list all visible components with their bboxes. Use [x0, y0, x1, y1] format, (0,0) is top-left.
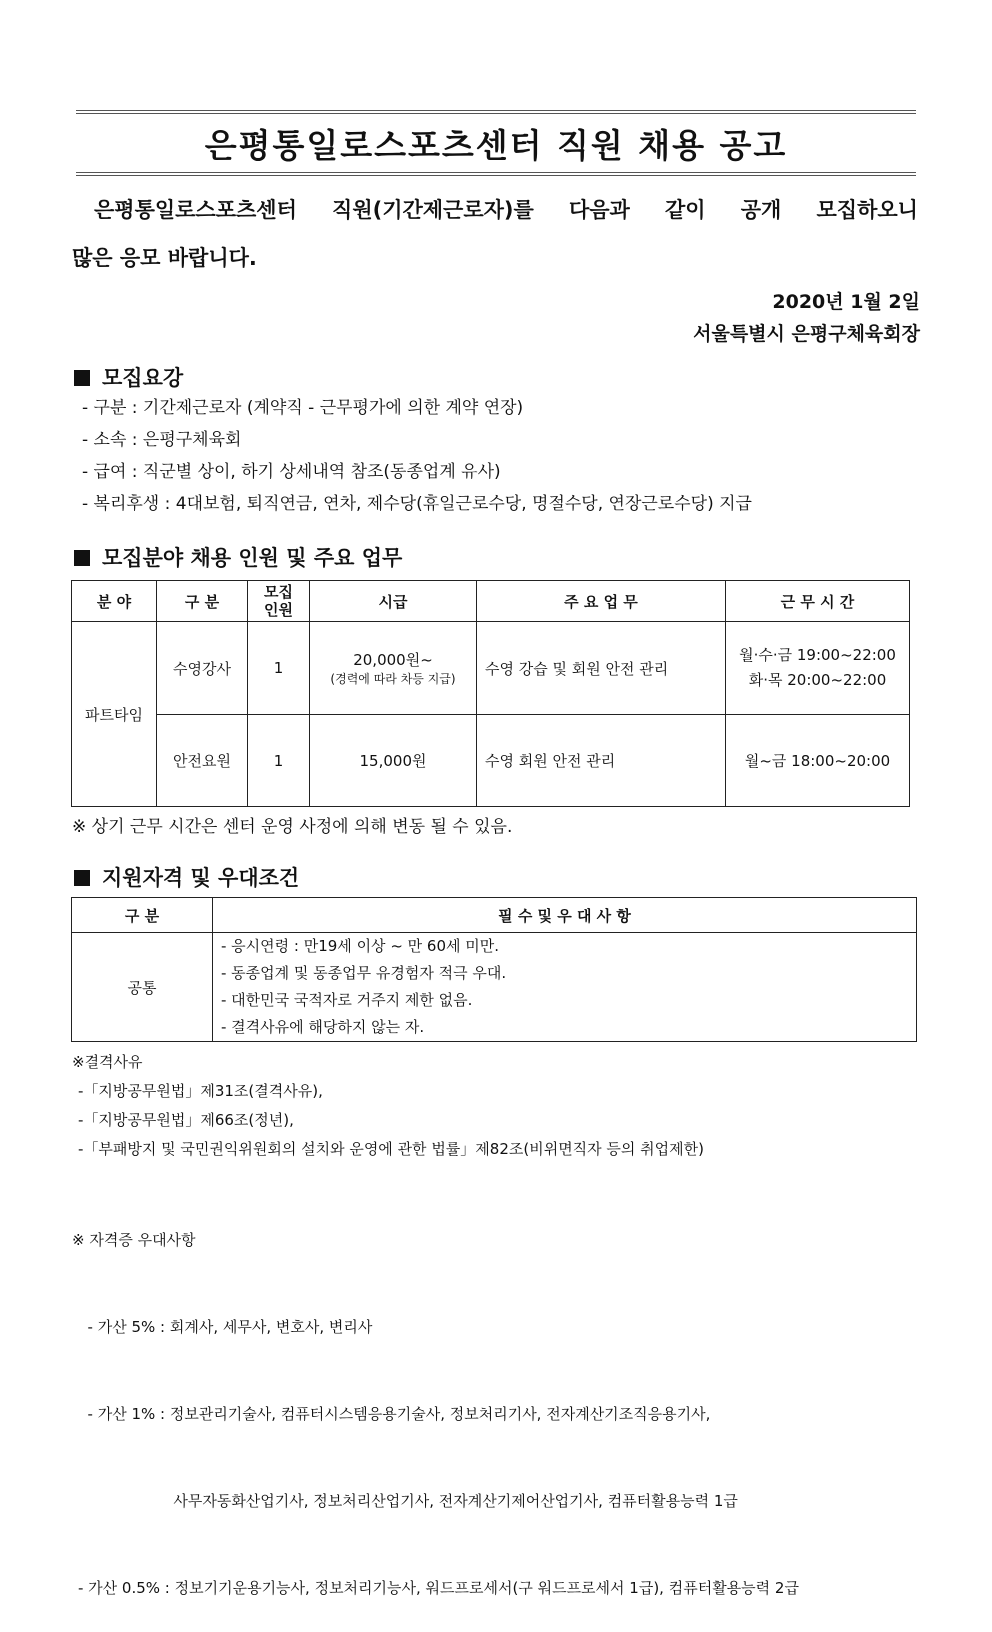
list-item: - 가산 5% : 회계사, 세무사, 변호사, 변리사 [78, 1318, 373, 1336]
list-item: -「지방공무원법」제31조(결격사유), [78, 1082, 323, 1100]
square-bullet-icon [74, 870, 90, 886]
page-title: 은평통일로스포츠센터 직원 채용 공고 [204, 125, 788, 165]
category-cell: 공통 [72, 933, 213, 1042]
list-item: - 가산 0.5% : 정보기기운용기능사, 정보처리기능사, 워드프로세서(구 워드프로세서 1급), 컴퓨터활용능력 2급 [78, 1579, 799, 1597]
section-heading-text: 지원자격 및 우대조건 [102, 866, 300, 890]
header-count-top: 모집 [264, 583, 293, 601]
issuer: 서울특별시 은평구체육회장 [693, 323, 920, 345]
qualifications-table [71, 897, 917, 1042]
certificate-title: ※ 자격증 우대사항 [72, 1231, 196, 1249]
table-row [72, 715, 910, 807]
requirements-cell [213, 933, 917, 1042]
header-hours: 근 무 시 간 [726, 581, 910, 622]
list-item: - 가산 1% : 정보관리기술사, 컴퓨터시스템응용기술사, 정보처리기사, 전자계산기조직응용기사, [78, 1405, 711, 1423]
list-item: - 복리후생 : 4대보험, 퇴직연금, 연차, 제수당(휴일근로수당, 명절수당, 연장근로수당) 지급 [82, 494, 752, 514]
wage-note: (경력에 따라 차등 지급) [330, 672, 456, 686]
wage-cell [310, 622, 477, 715]
requirement-item: - 동종업계 및 동종업무 유경험자 적극 우대. [221, 964, 507, 982]
list-item: 사무자동화산업기사, 정보처리산업기사, 전자계산기제어산업기사, 컴퓨터활용능력 1급 [78, 1492, 738, 1510]
intro-word: 모집하오니 [816, 198, 918, 222]
table-row [72, 622, 910, 715]
list-item: -「부패방지 및 국민권익위원회의 설치와 운영에 관한 법률」제82조(비위면직자 등의 취업제한) [78, 1140, 704, 1158]
header-category: 구 분 [72, 898, 213, 933]
section-heading-qualifications [74, 862, 299, 892]
disqualification-block [72, 1048, 704, 1164]
header-count-bottom: 인원 [264, 601, 293, 619]
recruitment-list [82, 392, 752, 520]
date-block [693, 286, 920, 350]
certificate-block [72, 1168, 799, 1632]
positions-table [71, 580, 910, 807]
square-bullet-icon [74, 370, 90, 386]
list-item: - 구분 : 기간제근로자 (계약직 - 근무평가에 의한 계약 연장) [82, 398, 524, 418]
table-header-row [72, 898, 917, 933]
table-row [72, 933, 917, 1042]
list-item: -「지방공무원법」제66조(정년), [78, 1111, 294, 1129]
announcement-date: 2020년 1월 2일 [772, 291, 920, 313]
intro-line-1 [72, 186, 918, 234]
header-tasks: 주 요 업 무 [477, 581, 726, 622]
header-wage: 시급 [310, 581, 477, 622]
table-header-row [72, 581, 910, 622]
tasks-cell: 수영 회원 안전 관리 [477, 715, 726, 807]
field-cell: 파트타임 [72, 622, 157, 807]
header-count [248, 581, 310, 622]
header-field: 분 야 [72, 581, 157, 622]
hours-line: 화·목 20:00~22:00 [748, 671, 887, 689]
requirement-item: - 결격사유에 해당하지 않는 자. [221, 1018, 425, 1036]
category-cell: 안전요원 [157, 715, 248, 807]
section-heading-text: 모집분야 채용 인원 및 주요 업무 [102, 546, 403, 570]
header-category: 구 분 [157, 581, 248, 622]
list-item: - 소속 : 은평구체육회 [82, 430, 242, 450]
tasks-cell: 수영 강습 및 회원 안전 관리 [477, 622, 726, 715]
intro-word: 직원(기간제근로자)를 [332, 198, 534, 222]
intro-word: 같이 [665, 198, 706, 222]
wage-cell: 15,000원 [310, 715, 477, 807]
wage-value: 20,000원~ [353, 651, 433, 669]
title-bar [76, 110, 916, 176]
list-item: - 급여 : 직군별 상이, 하기 상세내역 참조(동종업계 유사) [82, 462, 501, 482]
intro-word: 은평통일로스포츠센터 [94, 198, 297, 222]
intro-word: 공개 [740, 198, 782, 222]
header-requirements: 필 수 및 우 대 사 항 [213, 898, 917, 933]
intro-line-2: 많은 응모 바랍니다. [72, 246, 257, 270]
hours-cell: 월~금 18:00~20:00 [726, 715, 910, 807]
schedule-note: ※ 상기 근무 시간은 센터 운영 사정에 의해 변동 될 수 있음. [72, 817, 513, 837]
section-heading-recruitment [74, 362, 183, 392]
count-cell: 1 [248, 622, 310, 715]
category-cell: 수영강사 [157, 622, 248, 715]
intro-word: 다음과 [568, 198, 630, 222]
hours-cell [726, 622, 910, 715]
square-bullet-icon [74, 550, 90, 566]
section-heading-positions [74, 542, 402, 572]
count-cell: 1 [248, 715, 310, 807]
intro-paragraph [72, 186, 918, 282]
hours-line: 월·수·금 19:00~22:00 [739, 646, 896, 664]
requirement-item: - 대한민국 국적자로 거주지 제한 없음. [221, 991, 473, 1009]
disqualification-title: ※결격사유 [72, 1053, 143, 1071]
section-heading-text: 모집요강 [102, 366, 184, 390]
requirement-item: - 응시연령 : 만19세 이상 ~ 만 60세 미만. [221, 937, 500, 955]
